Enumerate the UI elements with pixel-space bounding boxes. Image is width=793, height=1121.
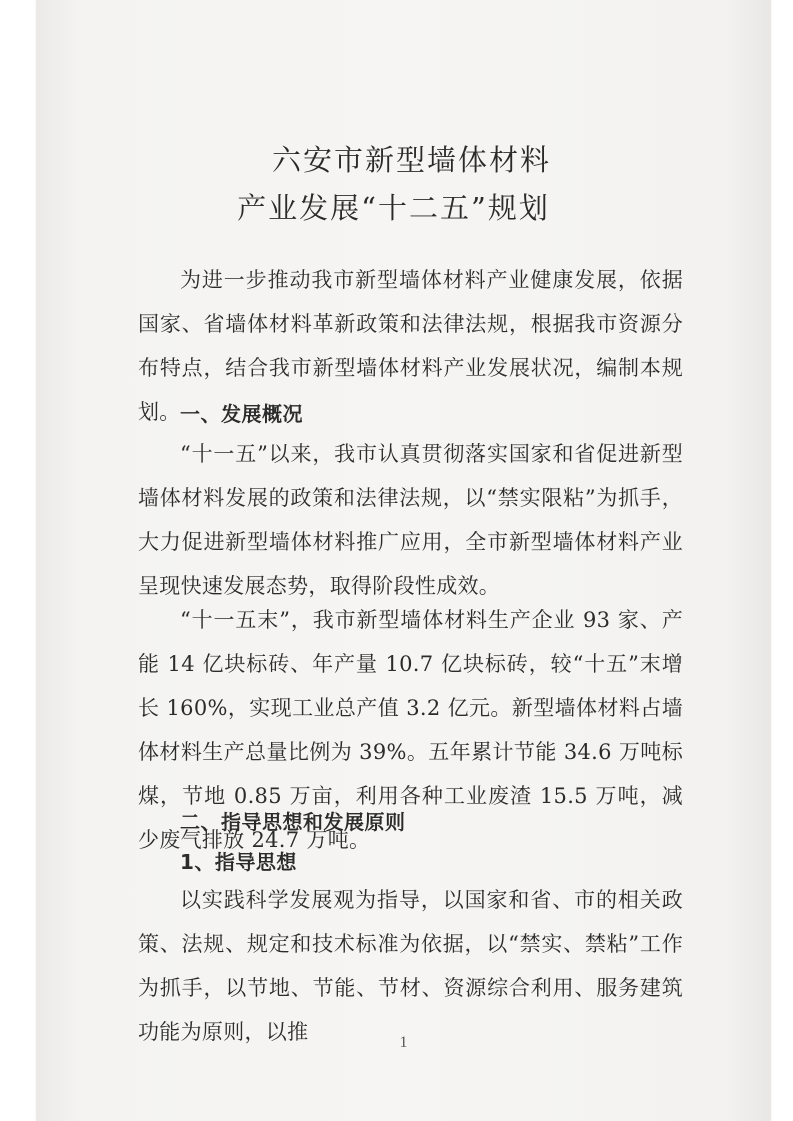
section1-heading: 一、发展概况 (180, 402, 303, 426)
document-title-line2: 产业发展“十二五”规划 (237, 191, 550, 225)
section1-paragraph1: “十一五”以来，我市认真贯彻落实国家和省促进新型墙体材料发展的政策和法律法规，以“禁实限粘”为抓手，大力促进新型墙体材料推广应用，全市新型墙体材料产业呈现快速发展态势，取得阶段性成效。 (138, 442, 683, 598)
section1-paragraph2: “十一五末”，我市新型墙体材料生产企业 93 家、产能 14 亿块标砖、年产量 10.7 亿块标砖，较“十五”末增长 160%，实现工业总产值 3.2 亿元。新型墙体材料占墙体材料生产总量比例为 39%。五年累计节能 34.6 万吨标煤，节地 0.85 万亩，利用各种工业废渣 15.5 万吨，减少废气排放 24.7 万吨。 (138, 608, 683, 852)
intro-paragraph: 为进一步推动我市新型墙体材料产业健康发展，依据国家、省墙体材料革新政策和法律法规，根据我市资源分布特点，结合我市新型墙体材料产业发展状况，编制本规划。 (138, 268, 683, 424)
document-title-line1: 六安市新型墙体材料 (271, 143, 551, 177)
subsection1-paragraph: 以实践科学发展观为指导，以国家和省、市的相关政策、法规、规定和技术标准为依据，以“禁实、禁粘”工作为抓手，以节地、节能、节材、资源综合利用、服务建筑功能为原则，以推 (138, 888, 683, 1044)
section2-heading: 二、指导思想和发展原则 (180, 810, 406, 834)
document-page (36, 0, 771, 1121)
subsection1-heading: 1、指导思想 (180, 850, 297, 874)
page-number: 1 (399, 1034, 408, 1051)
